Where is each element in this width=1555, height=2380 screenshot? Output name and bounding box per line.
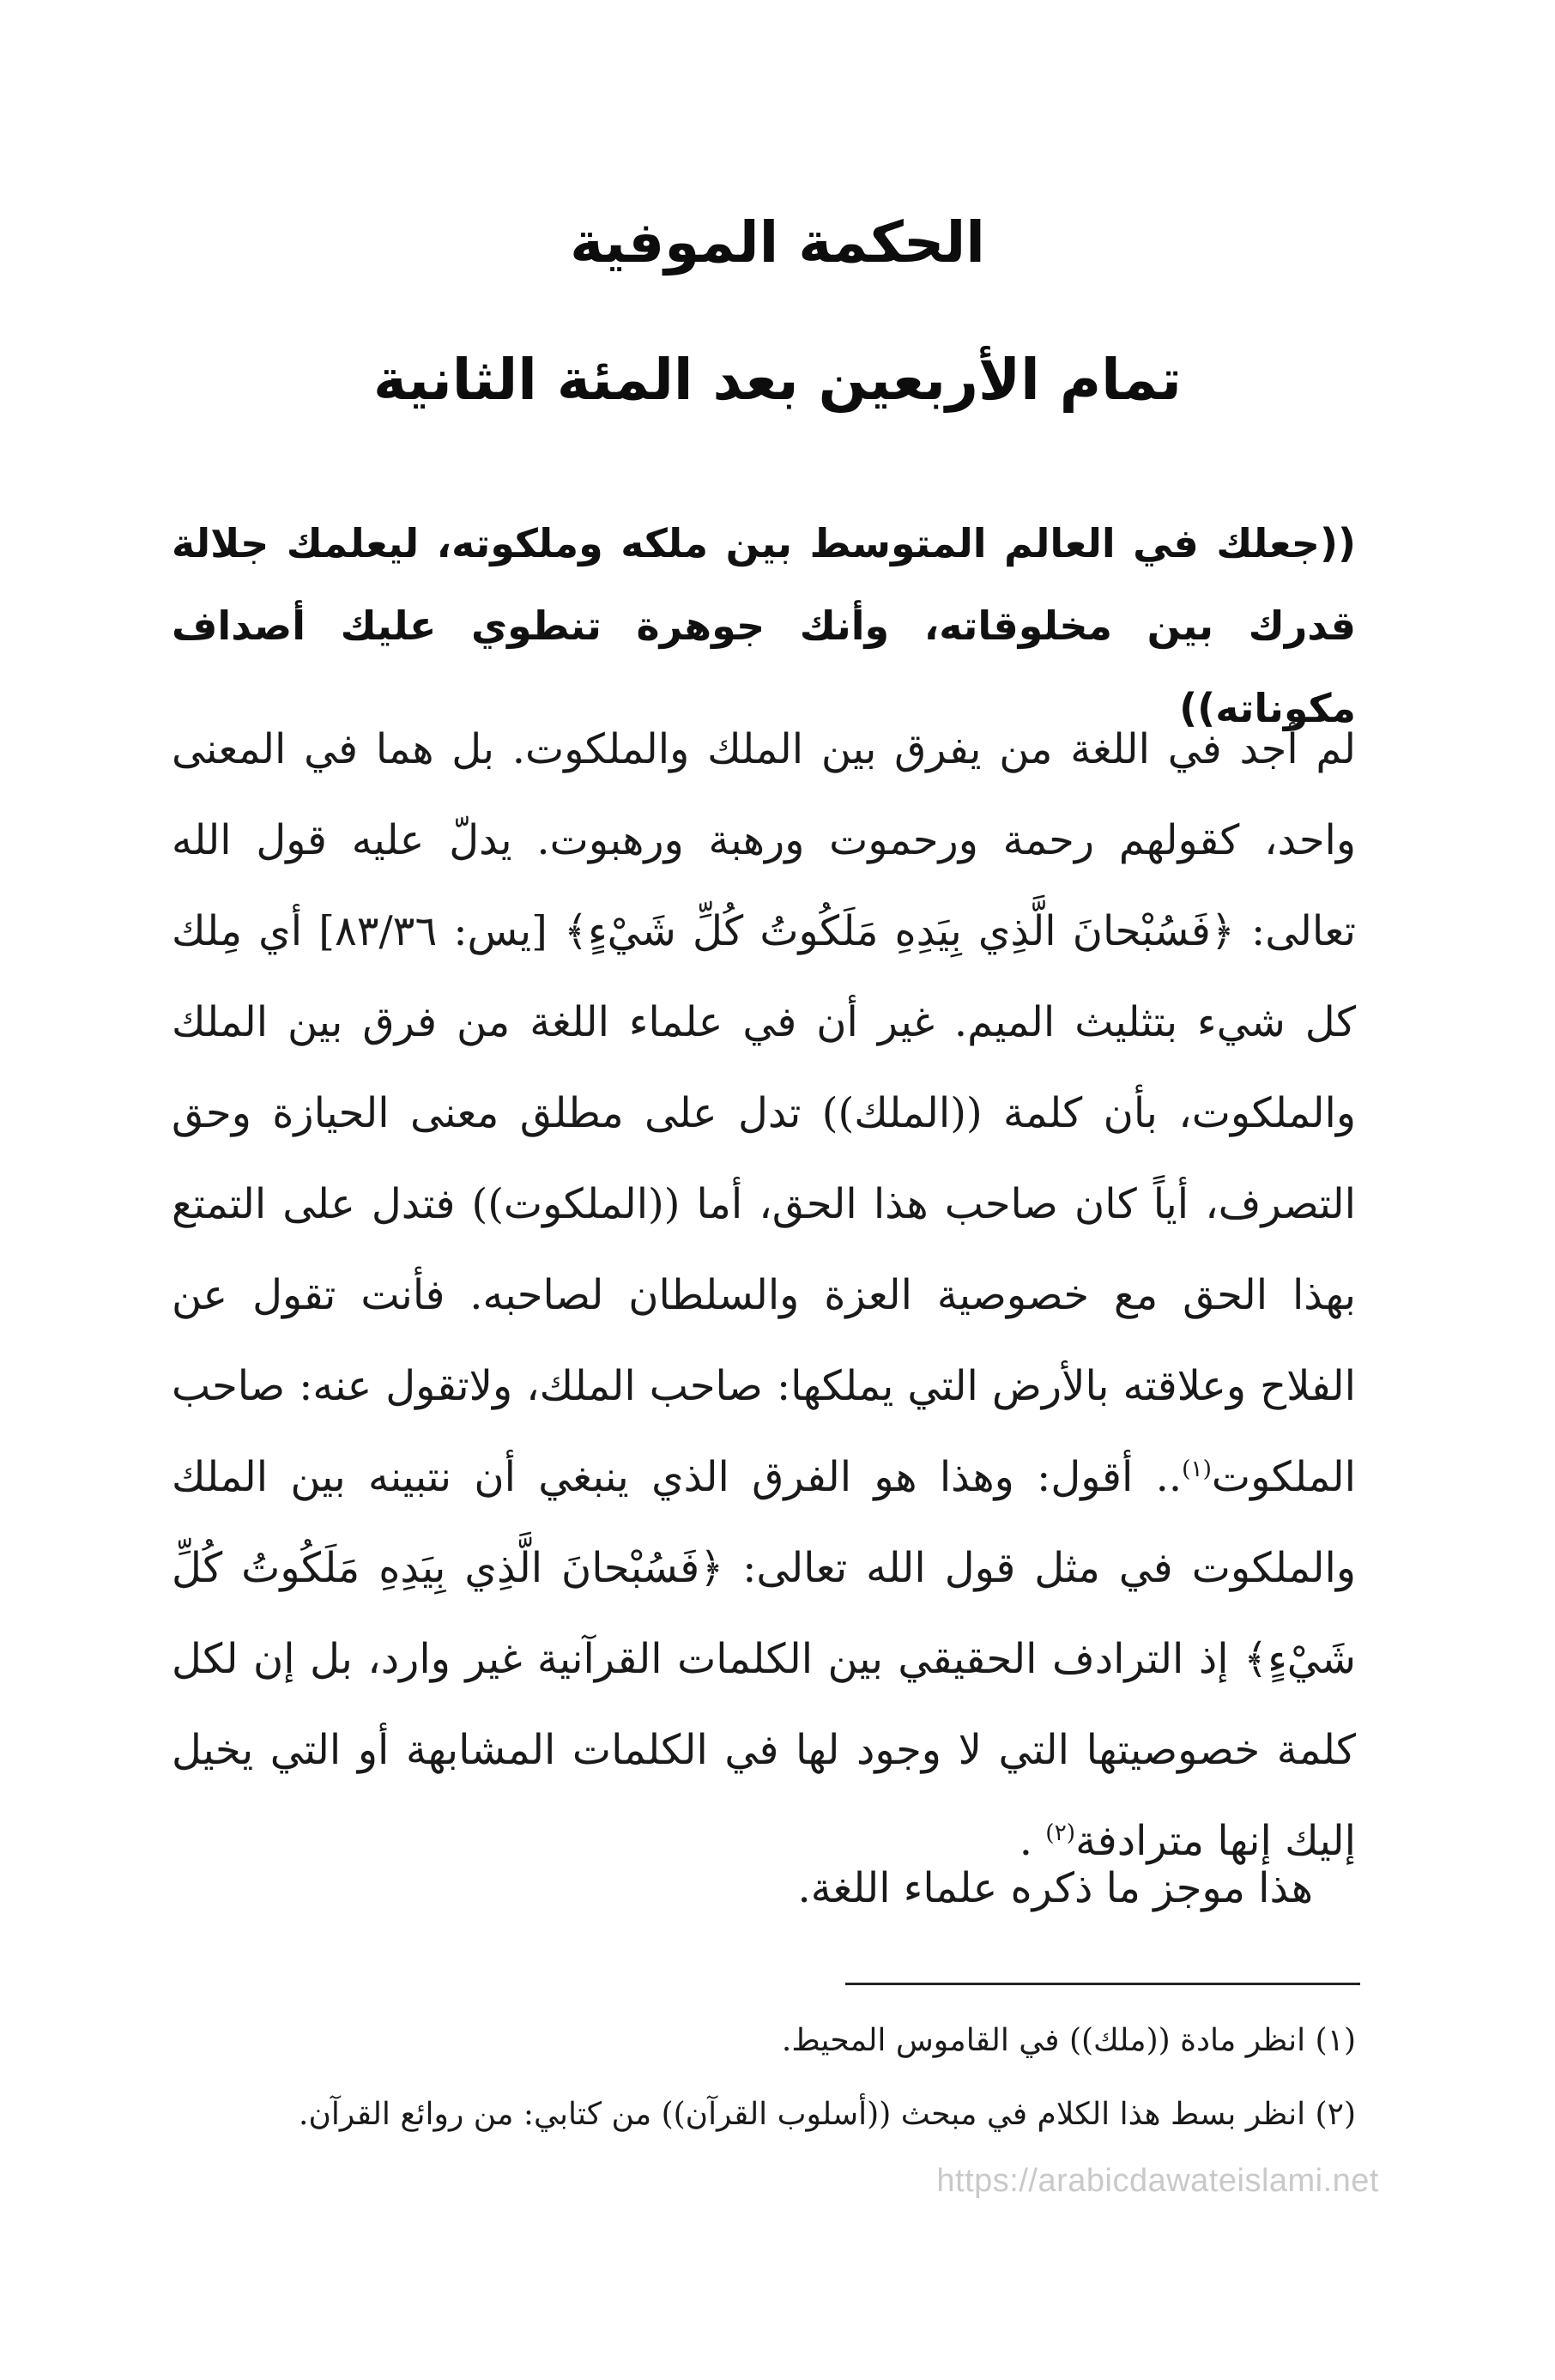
footnote-reference-1[interactable]: (١) [1182, 1456, 1212, 1482]
paragraph-text-part1: لم أجد في اللغة من يفرق بين الملك والملكوت. بل هما في المعنى واحد، كقولهم رحمة ورحموت ورهبة ورهبوت. يدلّ عليه قول الله تعالى: ﴿فَسُبْحانَ الَّذِي بِيَدِهِ مَلَكُوتُ كُلِّ شَيْءٍ﴾ [يس: ٨٣/٣٦] أي مِلك كل شيء بتثليث الميم. غير أن في علماء اللغة من فرق بين الملك والملكوت، بأن كلمة ((الملك)) تدل على مطلق معنى الحيازة وحق التصرف، أياً كان صاحب هذا الحق، أما ((الملكوت)) فتدل على التمتع بهذا الحق مع خصوصية العزة والسلطان لصاحبه. فأنت تقول عن الفلاح وعلاقته بالأرض التي يملكها: صاحب الملك، ولاتقول عنه: صاحب الملكوت [172, 725, 1356, 1501]
footnote-1: (١) انظر مادة ((ملك)) في القاموس المحيط. [781, 2023, 1356, 2058]
main-paragraph [172, 704, 1356, 1886]
page-title: الحكمة الموفية [570, 209, 985, 276]
footnote-reference-2[interactable]: (٢) [1045, 1820, 1076, 1846]
epigraph-quote: ((جعلك في العالم المتوسط بين ملكه وملكوته، ليعلمك جلالة قدرك بين مخلوقاته، وأنك جوهرة تنطوي عليك أصداف مكوناته)) [172, 520, 1356, 731]
paragraph-text-part2: .. أقول: وهذا هو الفرق الذي ينبغي أن نتبينه بين الملك والملكوت في مثل قول الله تعالى: ﴿فَسُبْحانَ الَّذِي بِيَدِهِ مَلَكُوتُ كُلِّ شَيْءٍ﴾ إذ الترادف الحقيقي بين الكلمات القرآنية غير وارد، بل إن لكل كلمة خصوصيتها التي لا وجود لها في الكلمات المشابهة أو التي يخيل إليك إنها مترادفة [172, 1453, 1356, 1865]
closing-line: هذا موجز ما ذكره علماء اللغة. [797, 1864, 1313, 1912]
paragraph-text-end: . [1019, 1817, 1046, 1865]
footnotes-section [172, 2004, 1356, 2152]
watermark-url: https://arabicdawateislami.net [936, 2163, 1379, 2199]
page-subtitle: تمام الأربعين بعد المئة الثانية [373, 347, 1182, 413]
footnote-2: (٢) انظر بسط هذا الكلام في مبحث ((أسلوب القرآن)) من كتابي: من روائع القرآن. [299, 2097, 1356, 2132]
footnote-divider [845, 1983, 1360, 1985]
